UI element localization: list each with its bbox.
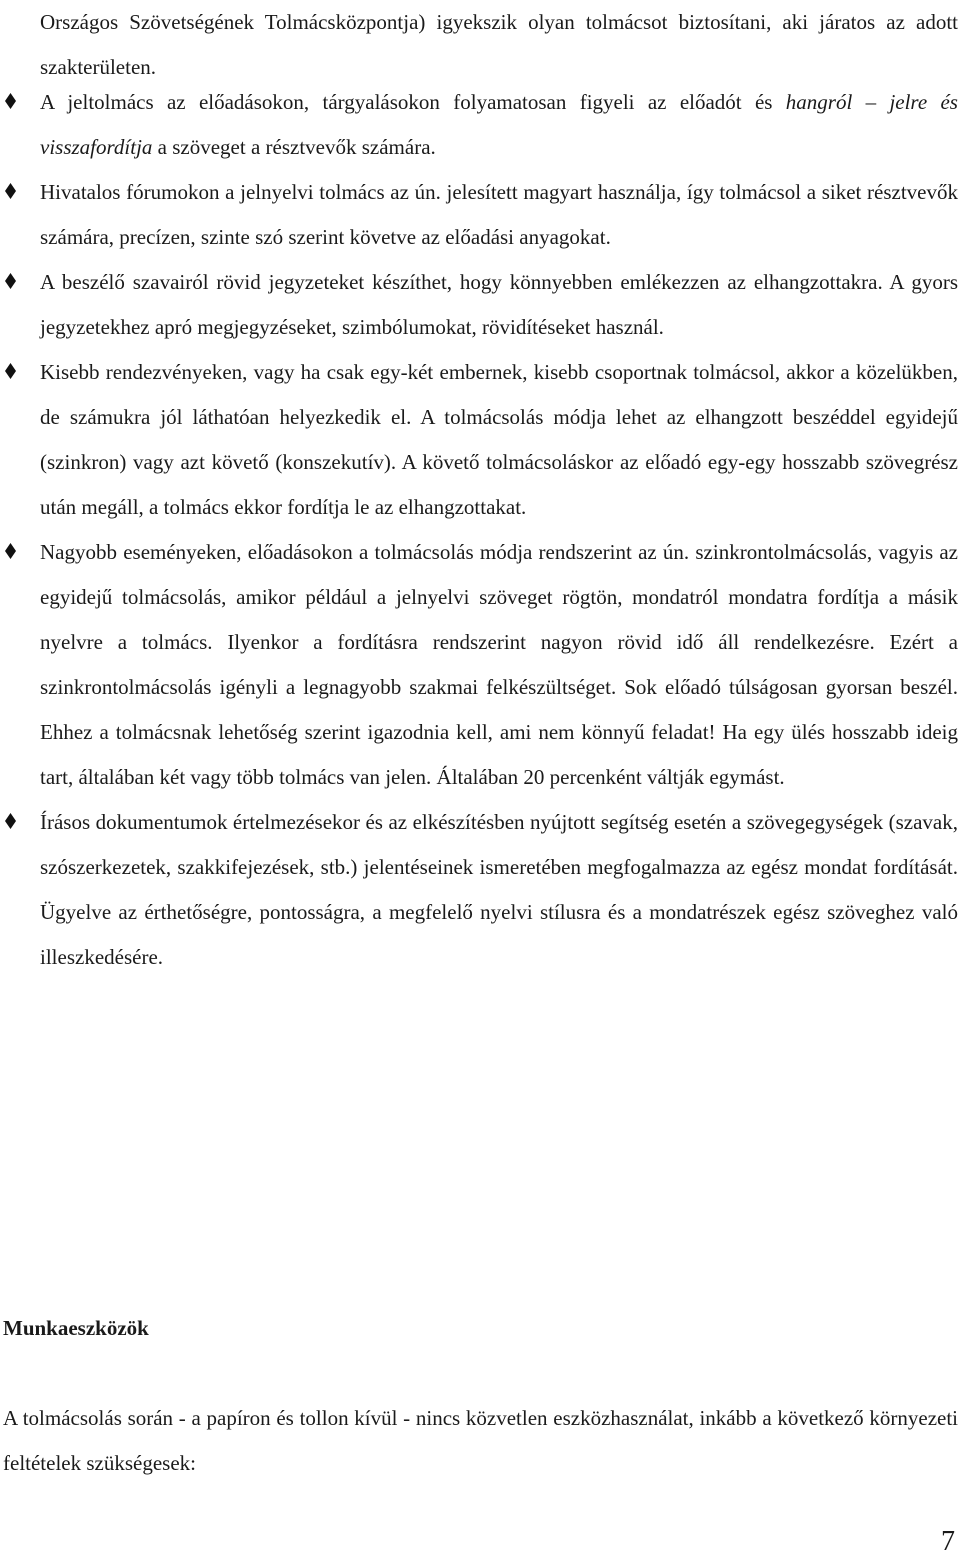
bullet-text: A beszélő szavairól rövid jegyzeteket készíthet, hogy könnyebben emlékezzen az elhangzottakra. A gyors jegyzetekhez apró megjegyzéseket, szimbólumokat, rövidítéseket használ. <box>40 270 958 339</box>
bullet-list <box>0 80 960 980</box>
bullet-text: Kisebb rendezvényeken, vagy ha csak egy-két embernek, kisebb csoportnak tolmácsol, akkor a közelükben, de számukra jól láthatóan helyezkedik el. A tolmácsolás módja lehet az elhangzott beszéddel egyidejű (szinkron) vagy azt követő (konszekutív). A követő tolmácsoláskor az előadó egy-egy hosszabb szövegrész után megáll, a tolmács ekkor fordítja le az elhangzottakat. <box>40 360 958 519</box>
section-paragraph: A tolmácsolás során - a papíron és tollon kívül - nincs közvetlen eszközhasználat, inkább a következő környezeti feltételek szükségesek: <box>3 1406 958 1475</box>
bullet-item <box>0 170 958 260</box>
diamond-bullet-icon <box>5 93 16 109</box>
bullet-item <box>0 260 958 350</box>
bullet-text: Hivatalos fórumokon a jelnyelvi tolmács az ún. jelesített magyart használja, így tolmácsol a siket résztvevők számára, precízen, szinte szó szerint követve az előadási anyagokat. <box>40 180 958 249</box>
bullet-item <box>0 80 958 170</box>
diamond-bullet-icon <box>5 273 16 289</box>
bullet-text-italic: hangról – jelre és visszafordítja <box>40 90 958 159</box>
section-heading: Munkaeszközök <box>3 1316 149 1340</box>
bullet-item <box>0 530 958 800</box>
bullet-item <box>0 350 958 530</box>
bullet-text: Nagyobb eseményeken, előadásokon a tolmácsolás módja rendszerint az ún. szinkrontolmácsolás, vagyis az egyidejű tolmácsolás, amikor például a jelnyelvi szöveget rögtön, mondatról mondatra fordítja a másik nyelvre a tolmács. Ilyenkor a fordításra rendszerint nagyon rövid idő áll rendelkezésre. Ezért a szinkrontolmácsolás igényli a legnagyobb szakmai felkészültséget. Sok előadó túlságosan gyorsan beszél. Ehhez a tolmácsnak lehetőség szerint igazodnia kell, ami nem könnyű feladat! Ha egy ülés hosszabb ideig tart, általában két vagy több tolmács van jelen. Általában 20 percenként váltják egymást. <box>40 540 958 789</box>
page-number: 7 <box>941 1526 955 1557</box>
diamond-bullet-icon <box>5 543 16 559</box>
bullet-text-tail: a szöveget a résztvevők számára. <box>152 135 436 159</box>
bullet-item <box>0 800 958 980</box>
diamond-bullet-icon <box>5 813 16 829</box>
bullet-text: Írásos dokumentumok értelmezésekor és az elkészítésben nyújtott segítség esetén a szövegegységek (szavak, szószerkezetek, szakkifejezések, stb.) jelentéseinek ismeretében megfogalmazza az egész mondat fordítását. Ügyelve az érthetőségre, pontosságra, a megfelelő nyelvi stílusra és a mondatrészek egész szöveghez való illeszkedésére. <box>40 810 958 969</box>
diamond-bullet-icon <box>5 183 16 199</box>
diamond-bullet-icon <box>5 363 16 379</box>
intro-paragraph: Országos Szövetségének Tolmácsközpontja) igyekszik olyan tolmácsot biztosítani, aki járatos az adott szakterületen. <box>40 10 958 79</box>
bullet-text-lead: A jeltolmács az előadásokon, tárgyalásokon folyamatosan figyeli az előadót és <box>40 90 786 114</box>
